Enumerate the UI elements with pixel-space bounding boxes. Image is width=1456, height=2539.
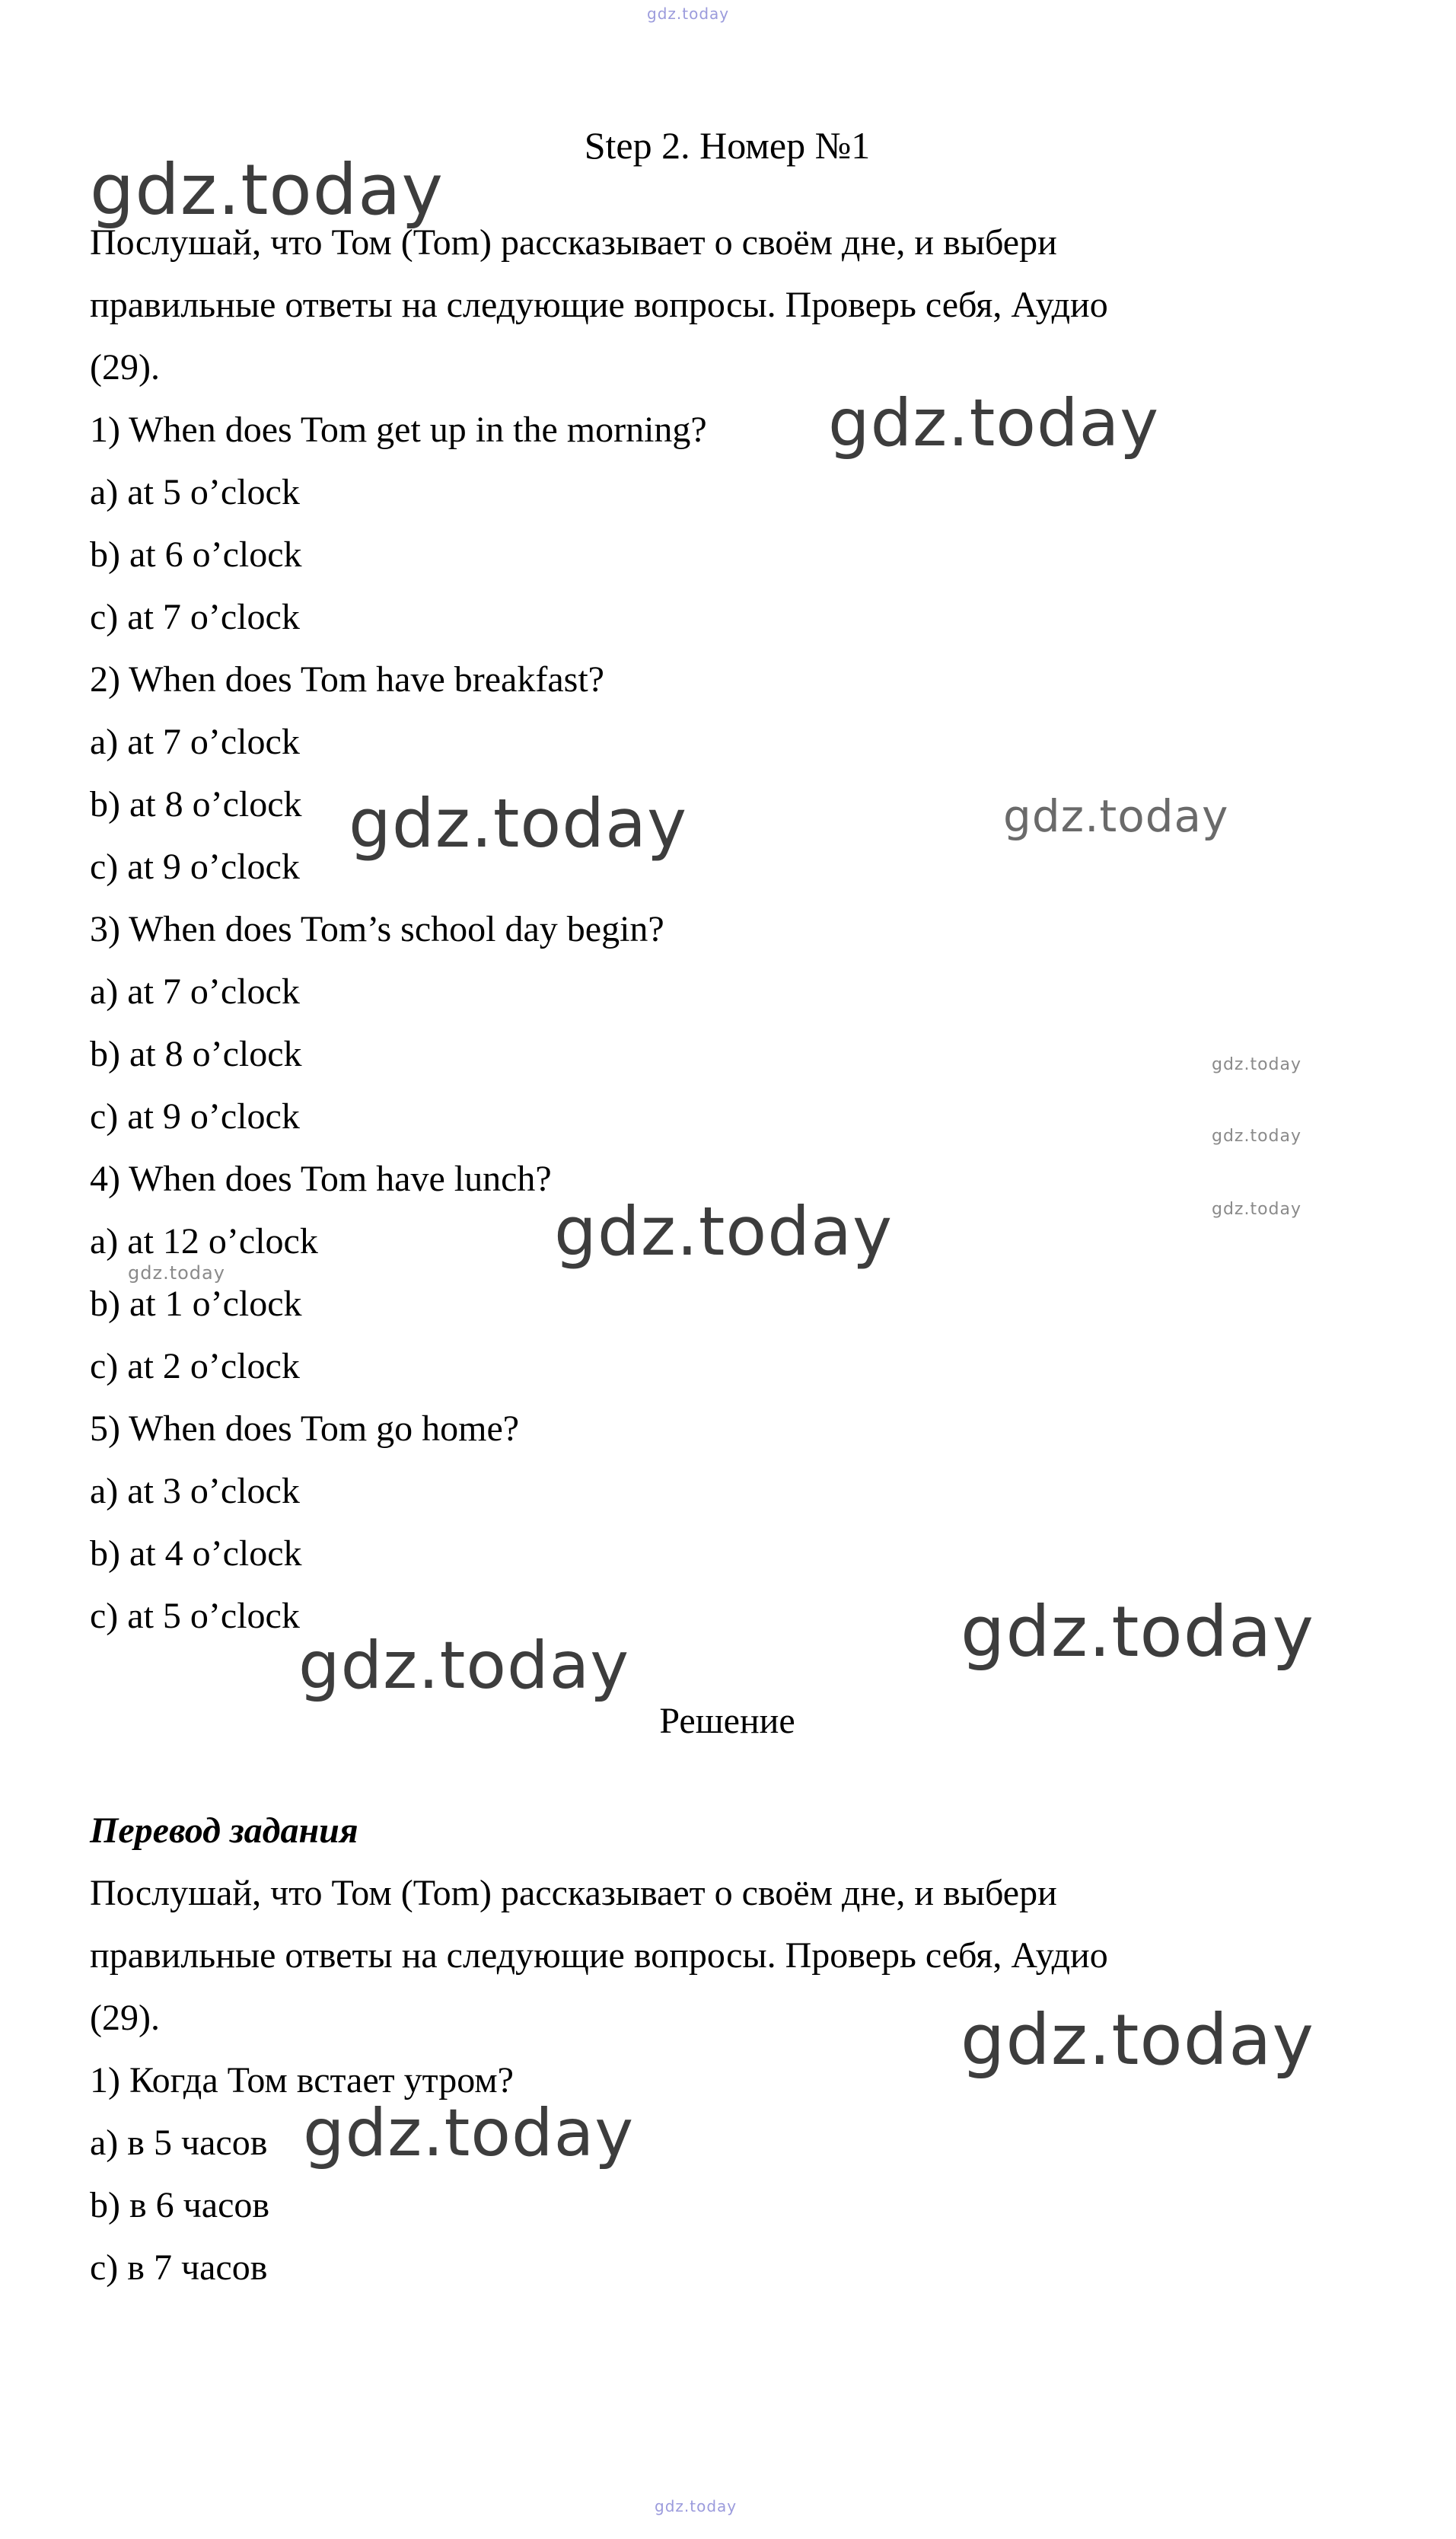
option-item: b) at 8 o’clock [90,784,302,825]
task-intro-line: правильные ответы на следующие вопросы. Проверь себя, Аудио [90,285,1108,325]
gdz-watermark: gdz.today [1003,790,1229,842]
task-intro-line: Послушай, что Том (Tom) рассказывает о своём дне, и выбери [90,222,1057,263]
option-item: b) at 6 o’clock [90,534,302,575]
question-text: 2) When does Tom have breakfast? [90,659,604,700]
translation-option-item: a) в 5 часов [90,2123,268,2163]
gdz-watermark: gdz.today [961,1999,1314,2081]
translation-intro-line: (29). [90,1998,160,2038]
option-item: c) at 5 o’clock [90,1596,300,1636]
gdz-watermark: gdz.today [128,1262,225,1284]
option-item: c) at 2 o’clock [90,1346,300,1386]
translation-heading: Перевод задания [90,1810,358,1851]
gdz-watermark: gdz.today [1212,1055,1302,1074]
question-text: 3) When does Tom’s school day begin? [90,909,664,949]
task-intro-line: (29). [90,347,160,388]
solution-label: Решение [659,1701,795,1741]
gdz-watermark: gdz.today [647,5,730,23]
translation-option-item: c) в 7 часов [90,2247,268,2288]
translation-questions [90,2049,1365,2299]
gdz-watermark: gdz.today [303,2095,635,2171]
option-item: b) at 8 o’clock [90,1034,302,1074]
gdz-watermark: gdz.today [1212,1200,1302,1219]
document-content [90,114,1365,2299]
question-text: 5) When does Tom go home? [90,1408,520,1449]
option-item: c) at 7 o’clock [90,597,300,637]
option-item: a) at 7 o’clock [90,971,300,1012]
translation-intro [90,1862,1365,2049]
gdz-watermark: gdz.today [655,2497,738,2515]
option-item: c) at 9 o’clock [90,1096,300,1137]
option-item: b) at 4 o’clock [90,1533,302,1574]
translation-option-item: b) в 6 часов [90,2185,270,2225]
page-title: Step 2. Номер №1 [584,124,871,167]
gdz-watermark: gdz.today [298,1628,630,1704]
option-item: a) at 12 o’clock [90,1221,318,1262]
option-item: a) at 7 o’clock [90,722,300,762]
option-item: a) at 5 o’clock [90,472,300,512]
question-text: 4) When does Tom have lunch? [90,1159,552,1199]
option-item: a) at 3 o’clock [90,1471,300,1511]
gdz-watermark: gdz.today [349,784,688,863]
translation-question-text: 1) Когда Том встает утром? [90,2060,514,2100]
task-intro [90,212,1338,399]
gdz-watermark: gdz.today [90,149,444,231]
gdz-watermark: gdz.today [828,385,1160,461]
gdz-watermark: gdz.today [554,1192,894,1271]
gdz-watermark: gdz.today [1212,1127,1302,1146]
gdz-watermark: gdz.today [961,1591,1314,1673]
translation-intro-line: правильные ответы на следующие вопросы. Проверь себя, Аудио [90,1935,1108,1976]
question-text: 1) When does Tom get up in the morning? [90,410,707,450]
translation-intro-line: Послушай, что Том (Tom) рассказывает о своём дне, и выбери [90,1873,1057,1913]
option-item: b) at 1 o’clock [90,1284,302,1324]
task-questions [90,399,1365,1647]
option-item: c) at 9 o’clock [90,847,300,887]
